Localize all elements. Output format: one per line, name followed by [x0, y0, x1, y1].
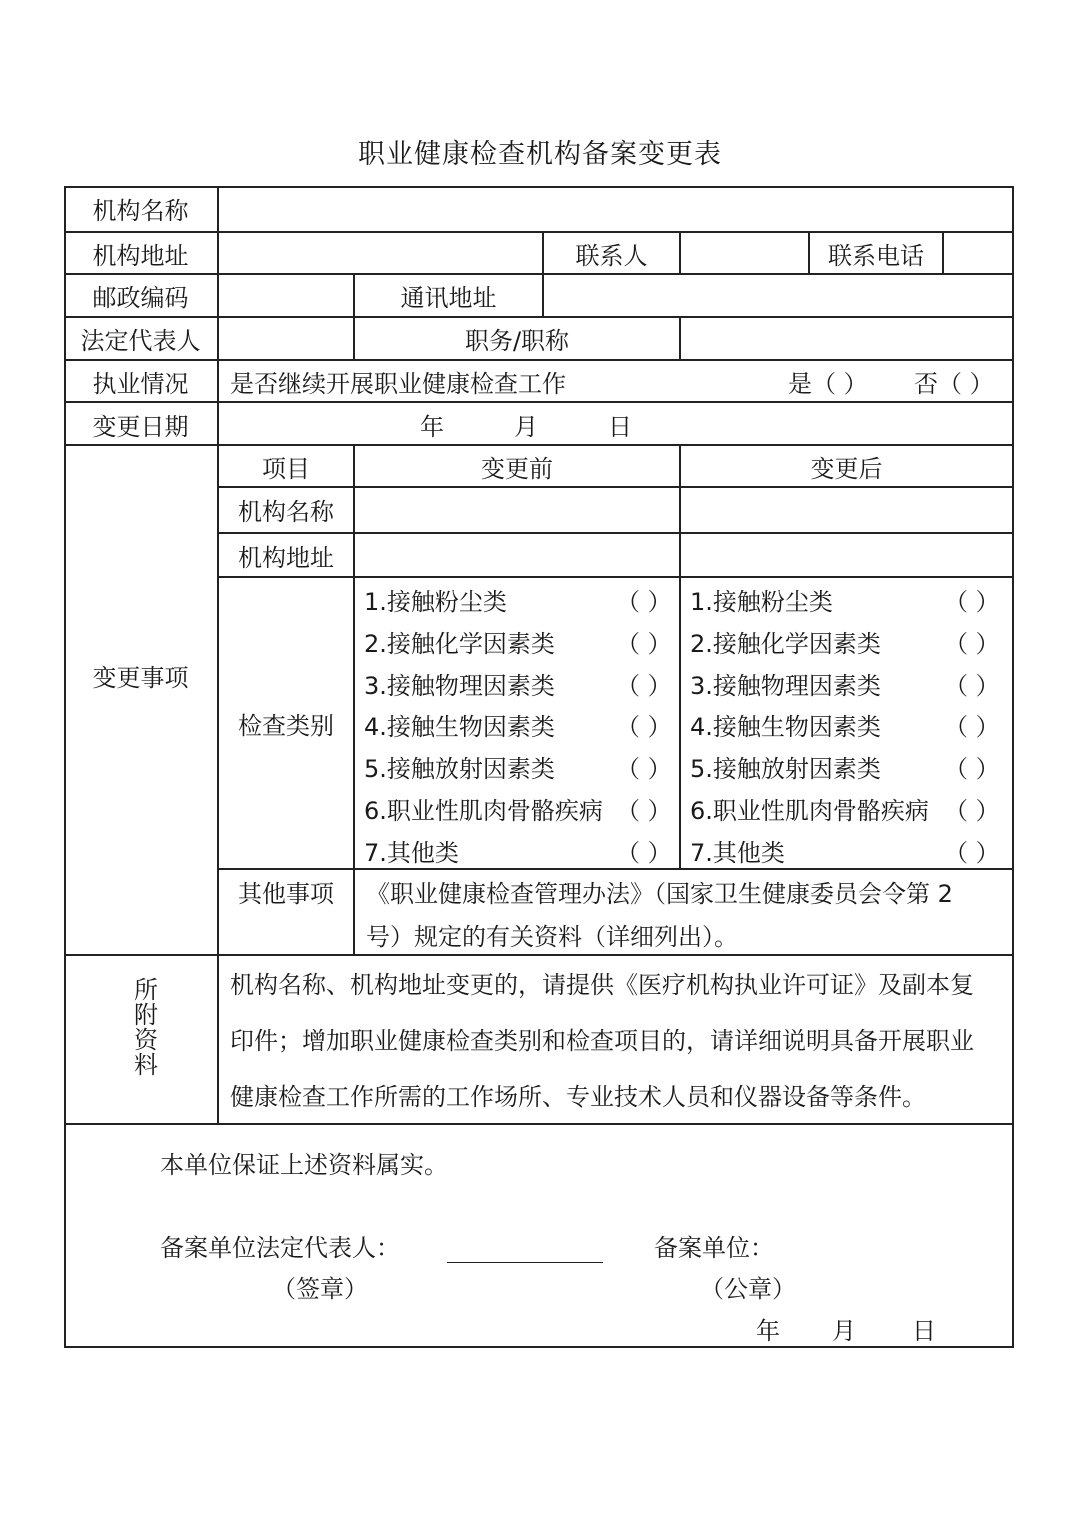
change-section-label: 变更事项	[92, 664, 189, 692]
phone-label: 联系电话	[828, 242, 924, 270]
attachments-label-char: 附	[134, 1001, 158, 1029]
practice-question: 是否继续开展职业健康检查工作	[230, 370, 566, 398]
col-divider	[217, 186, 219, 1123]
table-border-right	[1012, 186, 1014, 1348]
before-category-4: 4.接触生物因素类	[364, 713, 555, 741]
table-border-left	[64, 186, 66, 1348]
row-divider	[64, 359, 1014, 361]
legal-rep-signature-line[interactable]	[447, 1262, 603, 1263]
row-divider	[64, 444, 1014, 446]
before-category-7-checkbox[interactable]: （ ）	[616, 839, 672, 867]
col-item-header: 项目	[262, 455, 310, 483]
registration-change-form	[64, 186, 1014, 1348]
page-title: 职业健康检查机构备案变更表	[358, 139, 722, 170]
practice-no: 否（ ）	[914, 370, 994, 398]
signature-note: （签章）	[272, 1275, 368, 1303]
row-divider	[218, 532, 1014, 534]
date-year: 年	[420, 413, 444, 441]
row-divider	[64, 1123, 1014, 1125]
practice-label: 执业情况	[92, 370, 189, 398]
practice-yes: 是（ ）	[788, 370, 868, 398]
row-divider	[64, 316, 1014, 318]
attachments-label-char: 料	[134, 1051, 158, 1079]
col-divider	[679, 316, 681, 360]
after-category-5-checkbox[interactable]: （ ）	[944, 755, 1000, 783]
before-category-7: 7.其他类	[364, 839, 459, 867]
contact-label: 联系人	[575, 242, 648, 270]
attachments-line-1: 机构名称、机构地址变更的，请提供《医疗机构执业许可证》及副本复	[230, 971, 974, 999]
before-category-1: 1.接触粉尘类	[364, 588, 507, 616]
before-category-2-checkbox[interactable]: （ ）	[616, 630, 672, 658]
before-category-6: 6.职业性肌肉骨骼疾病	[364, 797, 603, 825]
row-org-address-label: 机构地址	[238, 544, 334, 572]
attachments-label-char: 所	[134, 976, 158, 1004]
date-day: 日	[608, 413, 632, 441]
after-category-4: 4.接触生物因素类	[690, 713, 881, 741]
before-category-5-checkbox[interactable]: （ ）	[616, 755, 672, 783]
row-divider	[218, 868, 1014, 870]
row-divider	[64, 231, 1014, 233]
col-divider	[942, 231, 944, 274]
after-category-7-checkbox[interactable]: （ ）	[944, 839, 1000, 867]
col-after-header: 变更后	[810, 455, 883, 483]
sign-date-month: 月	[832, 1317, 856, 1345]
date-month: 月	[514, 413, 538, 441]
after-category-6: 6.职业性肌肉骨骼疾病	[690, 797, 929, 825]
before-category-6-checkbox[interactable]: （ ）	[616, 797, 672, 825]
row-org-name-label: 机构名称	[238, 498, 334, 526]
col-divider	[542, 273, 544, 317]
mail-address-label: 通讯地址	[400, 284, 497, 312]
before-category-3-checkbox[interactable]: （ ）	[616, 672, 672, 700]
org-address-label: 机构地址	[92, 242, 189, 270]
other-matters-line-2: 号）规定的有关资料（详细列出）。	[366, 923, 738, 951]
col-before-header: 变更前	[481, 455, 553, 483]
after-category-2: 2.接触化学因素类	[690, 630, 881, 658]
after-category-2-checkbox[interactable]: （ ）	[944, 630, 1000, 658]
seal-note: （公章）	[700, 1275, 796, 1303]
before-category-4-checkbox[interactable]: （ ）	[616, 713, 672, 741]
after-category-6-checkbox[interactable]: （ ）	[944, 797, 1000, 825]
row-divider	[218, 486, 1014, 488]
table-border-top	[64, 186, 1014, 188]
attachments-line-3: 健康检查工作所需的工作场所、专业技术人员和仪器设备等条件。	[230, 1083, 926, 1111]
before-category-1-checkbox[interactable]: （ ）	[616, 588, 672, 616]
row-category-label: 检查类别	[238, 712, 334, 740]
after-category-1: 1.接触粉尘类	[690, 588, 833, 616]
sign-date-day: 日	[912, 1317, 936, 1345]
row-divider	[64, 273, 1014, 275]
position-label: 职务/职称	[464, 327, 570, 355]
legal-rep-label: 法定代表人	[80, 327, 201, 355]
col-divider	[679, 231, 681, 274]
after-category-3: 3.接触物理因素类	[690, 672, 881, 700]
row-divider	[218, 576, 1014, 578]
after-category-5: 5.接触放射因素类	[690, 755, 881, 783]
table-border-bottom	[64, 1346, 1014, 1348]
row-divider	[64, 401, 1014, 403]
sign-date-year: 年	[756, 1317, 780, 1345]
col-divider	[353, 444, 355, 954]
before-category-3: 3.接触物理因素类	[364, 672, 555, 700]
before-category-2: 2.接触化学因素类	[364, 630, 555, 658]
change-date-label: 变更日期	[92, 413, 189, 441]
row-divider	[64, 954, 1014, 956]
other-matters-line-1: 《职业健康检查管理办法》（国家卫生健康委员会令第 2	[366, 880, 953, 908]
after-category-3-checkbox[interactable]: （ ）	[944, 672, 1000, 700]
attachments-label	[131, 978, 161, 1078]
legal-rep-sign-label: 备案单位法定代表人：	[160, 1234, 400, 1262]
attachments-line-2: 印件；增加职业健康检查类别和检查项目的，请详细说明具备开展职业	[230, 1027, 974, 1055]
row-other-label: 其他事项	[238, 880, 334, 908]
unit-label: 备案单位：	[654, 1234, 774, 1262]
org-name-label: 机构名称	[92, 197, 189, 225]
before-category-5: 5.接触放射因素类	[364, 755, 555, 783]
col-divider	[679, 444, 681, 869]
declaration-statement: 本单位保证上述资料属实。	[160, 1151, 448, 1179]
after-category-4-checkbox[interactable]: （ ）	[944, 713, 1000, 741]
attachments-label-char: 资	[134, 1026, 158, 1054]
after-category-7: 7.其他类	[690, 839, 785, 867]
postcode-label: 邮政编码	[92, 284, 189, 312]
after-category-1-checkbox[interactable]: （ ）	[944, 588, 1000, 616]
